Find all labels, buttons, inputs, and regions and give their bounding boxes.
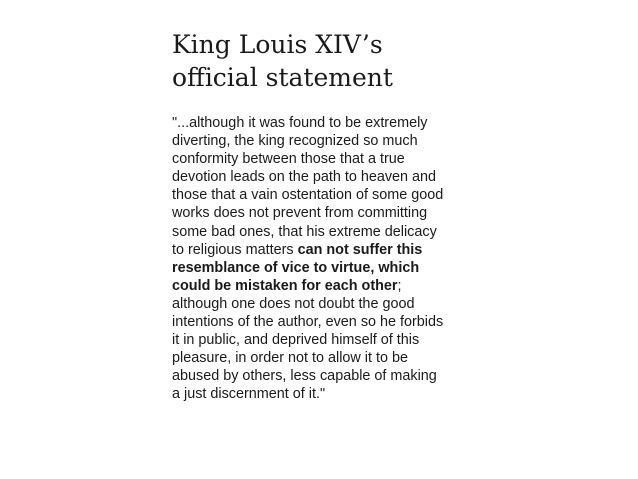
- title-line: official statement: [172, 63, 393, 92]
- quote-plain-text: to religious matters: [172, 241, 298, 258]
- quote-line: although one does not doubt the good: [172, 295, 415, 312]
- quote-line: those that a vain ostentation of some good: [172, 187, 444, 204]
- quote-line: devotion leads on the path to heaven and: [172, 169, 437, 186]
- quote-line: [172, 277, 612, 295]
- quote-line: intentions of the author, even so he forbids: [172, 314, 444, 331]
- quote-bold-text: can not suffer this: [297, 241, 423, 258]
- quote-line: [172, 241, 612, 259]
- quote-line: "...although it was found to be extremely: [172, 115, 428, 131]
- quote-line: works does not prevent from committing: [172, 205, 428, 222]
- quote-paragraph: [172, 114, 612, 404]
- slide-title: [172, 28, 612, 94]
- title-line: King Louis XIV’s: [172, 30, 383, 59]
- quote-line: [172, 259, 612, 277]
- quote-line: diverting, the king recognized so much: [172, 133, 418, 150]
- quote-line: it in public, and deprived himself of this: [172, 332, 420, 349]
- quote-line: abused by others, less capable of making: [172, 368, 437, 385]
- quote-line: some bad ones, that his extreme delicacy: [172, 223, 437, 240]
- quote-line: a just discernment of it.": [172, 386, 326, 403]
- quote-line: conformity between those that a true: [172, 151, 405, 168]
- quote-bold-text: resemblance of vice to virtue, which: [172, 259, 420, 276]
- quote-line: pleasure, in order not to allow it to be: [172, 350, 408, 367]
- quote-plain-text: ;: [397, 277, 402, 294]
- quote-bold-text: could be mistaken for each other: [172, 277, 398, 294]
